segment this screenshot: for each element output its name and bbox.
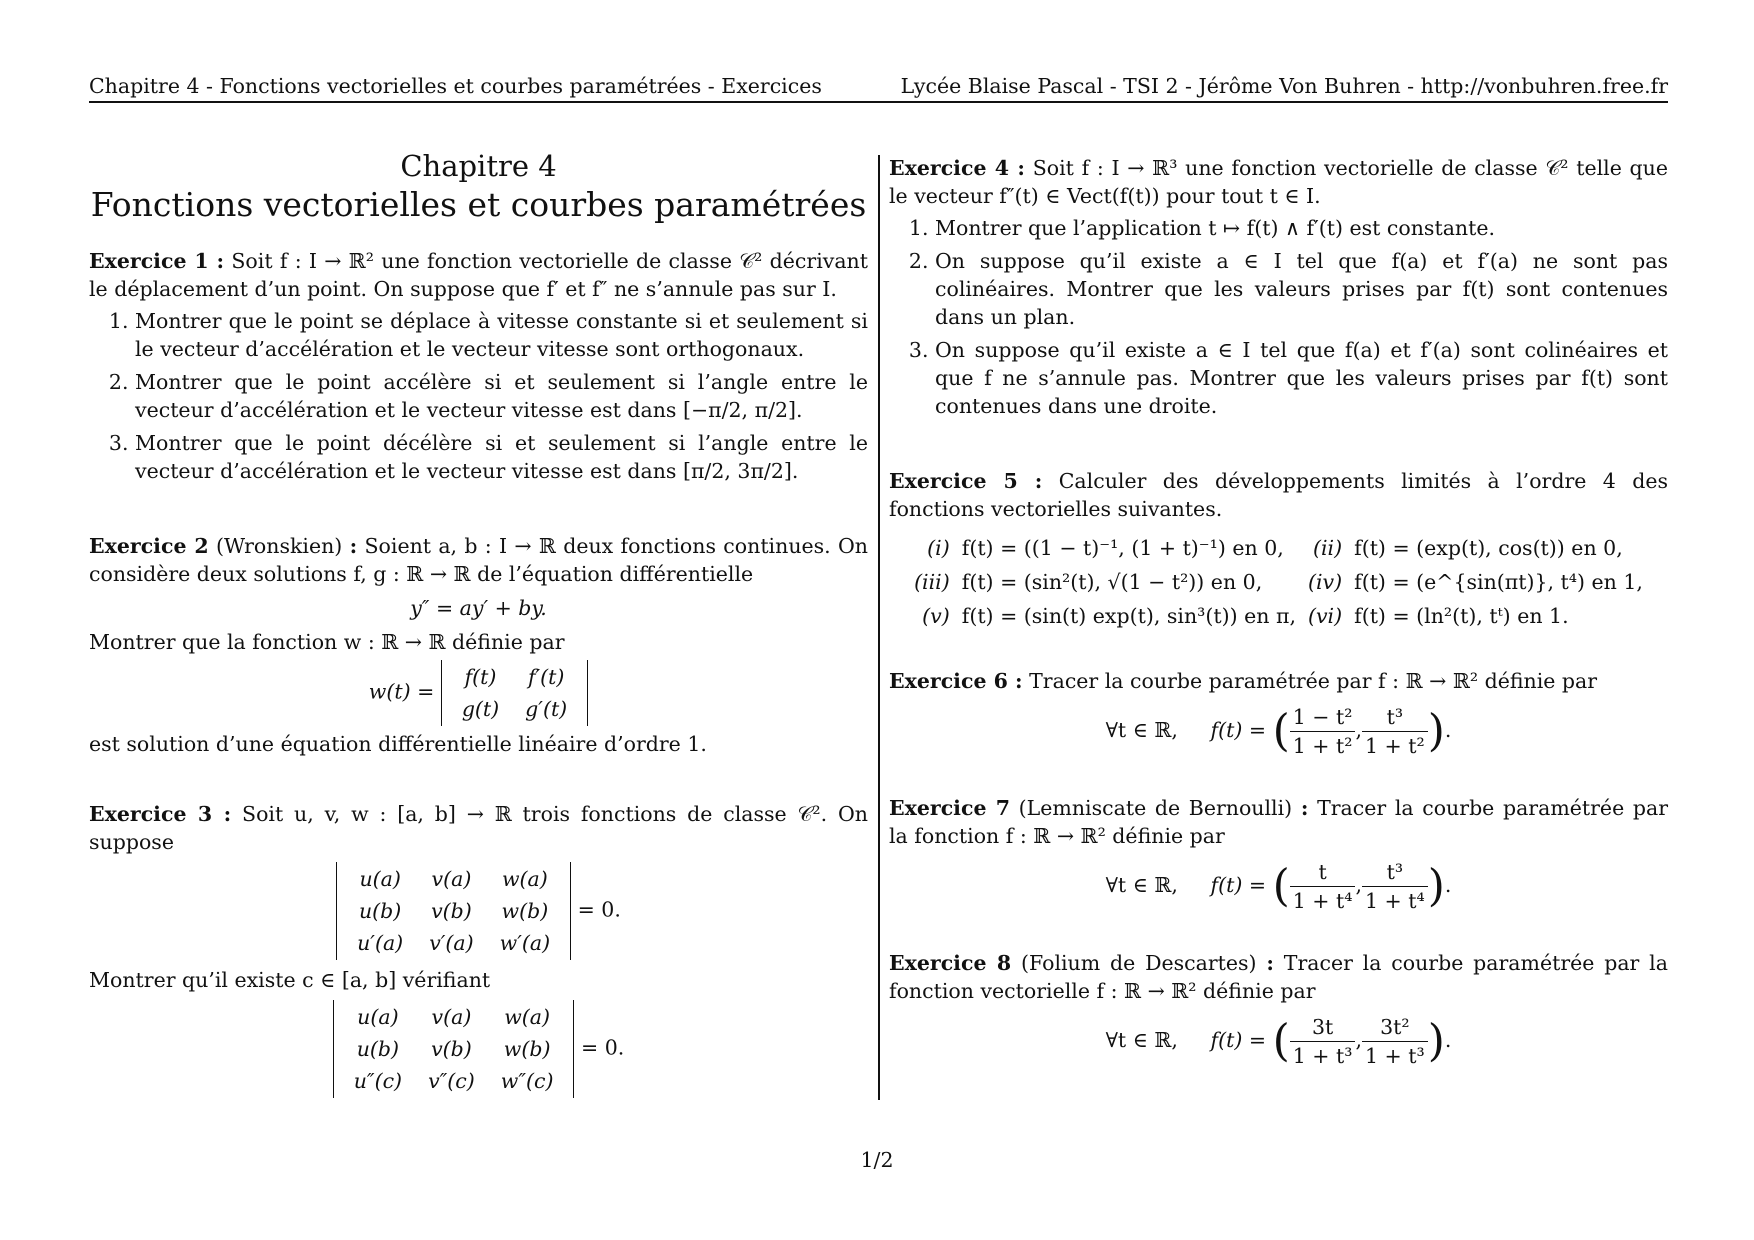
fraction-numerator: 3t² [1362, 1013, 1428, 1042]
page-number: 1/2 [860, 1148, 894, 1172]
exercise-2-determinant [441, 660, 588, 726]
det-cell: v(b) [431, 899, 472, 923]
fraction-2 [1362, 858, 1428, 915]
exercise-2 [89, 532, 868, 758]
exercise-1-question-2: 2. Montrer que le point accélère si et seulement si l’angle entre le vecteur d’accélération et le vecteur vitesse est dans [−π/2, π/2]. [135, 368, 868, 424]
exercise-5-label: Exercice 5 : [889, 469, 1043, 493]
det-cell: f(t) [464, 665, 497, 689]
exercise-8-label: Exercice 8 [889, 951, 1012, 975]
exercise-2-label: Exercice 2 [89, 534, 209, 558]
exercise-7-text: Tracer la courbe paramétrée par la fonction f : ℝ → ℝ² définie par [889, 796, 1668, 848]
det-cell: v″(c) [428, 1069, 475, 1093]
exercise-3-text: Soit u, v, w : [a, b] → ℝ trois fonctions de classe 𝒞². On suppose [89, 802, 868, 854]
function-expr: f(t) = ((1 − t)⁻¹, (1 + t)⁻¹) en 0, [961, 536, 1284, 560]
fraction-numerator: t³ [1362, 703, 1428, 732]
exercise-4-label: Exercice 4 : [889, 156, 1025, 180]
exercise-8 [889, 949, 1668, 1070]
det-cell: v(a) [431, 1005, 472, 1029]
exercise-5-functions [908, 531, 1649, 633]
function-expr: f(t) = (e^{sin(πt)}, t⁴) en 1, [1354, 570, 1643, 594]
exercise-2-wronskian [89, 660, 868, 726]
det-cell: v(a) [431, 867, 472, 891]
fraction-denominator: 1 + t³ [1292, 1044, 1353, 1068]
exercise-4-question-3: 3. On suppose qu’il existe a ∈ I tel que f(a) et f′(a) sont colinéaires et que f ne s’annule pas. Montrer que les valeurs prises par f(t) sont contenues dans une droite. [935, 336, 1668, 420]
exercise-3 [89, 800, 868, 1098]
det-cell: f′(t) [527, 665, 565, 689]
exercise-5-row [908, 531, 1649, 565]
left-paren: ( [1272, 1015, 1290, 1067]
exercise-3-intro [89, 800, 868, 856]
det-cell: u(a) [357, 1005, 399, 1029]
det-cell: u(a) [359, 867, 401, 891]
det-cell: u′(a) [357, 931, 404, 955]
exercise-8-formula: ∀t ∈ ℝ, f(t) = ( $\frac{3t}{\text{1 + t³}}$ , $\frac{\text{3t²}}{\text{1 + t³}}$ ). [1105, 1015, 1452, 1068]
exercise-1-text: Soit f : I → ℝ² une fonction vectorielle de classe 𝒞² décrivant le déplacement d’un point. On suppose que f′ et f″ ne s’annule pas sur I. [89, 249, 868, 301]
exercise-3-determinant-1 [336, 862, 571, 960]
exercise-2-subtitle: (Wronskien) [215, 534, 343, 558]
exercise-6-intro [889, 667, 1668, 695]
det-cell: v(b) [431, 1037, 472, 1061]
function-expr: f(t) = (ln²(t), tᵗ) en 1. [1354, 604, 1569, 628]
fraction-denominator: 1 + t² [1365, 734, 1425, 758]
formula-lhs: f(t) = [1210, 1028, 1267, 1052]
exercise-1 [89, 247, 868, 485]
exercise-7-formula: ∀t ∈ ℝ, f(t) = ( $\frac{t}{\text{1 + t⁴}}$ , $\frac{\text{t³}}{\text{1 + t⁴}}$ ). [1105, 860, 1452, 913]
fraction-2 [1362, 1013, 1428, 1070]
exercise-6 [889, 667, 1668, 760]
exercise-1-question-3: 3. Montrer que le point décélère si et seulement si l’angle entre le vecteur d’accélération et le vecteur vitesse est dans [π/2, 3π/2]. [135, 429, 868, 485]
exercise-7-subtitle: (Lemniscate de Bernoulli) [1018, 796, 1293, 820]
exercise-5-intro [889, 467, 1668, 523]
formula-lhs: f(t) = [1210, 873, 1267, 897]
exercise-7-colon: : [1300, 796, 1309, 820]
fraction-denominator: 1 + t² [1292, 734, 1353, 758]
function-label: (iii) [914, 570, 950, 594]
right-paren: ) [1427, 1015, 1445, 1067]
exercise-5-text: Calculer des développements limités à l’ordre 4 des fonctions vectorielles suivantes. [889, 469, 1668, 521]
exercise-7 [889, 794, 1668, 915]
function-label: (i) [927, 536, 950, 560]
exercise-8-text: Tracer la courbe paramétrée par la fonction vectorielle f : ℝ → ℝ² définie par [889, 951, 1668, 1003]
det-cell: u(b) [358, 899, 402, 923]
exercise-2-colon: : [349, 534, 358, 558]
exercise-1-label: Exercice 1 : [89, 249, 225, 273]
det-cell: v′(a) [429, 931, 474, 955]
exercise-2-equation: y″ = ay′ + by. [410, 596, 547, 620]
forall-clause: ∀t ∈ ℝ, [1105, 1028, 1178, 1052]
det-cell: g′(t) [525, 697, 568, 721]
exercise-4-text: Soit f : I → ℝ³ une fonction vectorielle de classe 𝒞² telle que le vecteur f″(t) ∈ Vect(f(t)) pour tout t ∈ I. [889, 156, 1669, 208]
formula-lhs: f(t) = [1210, 718, 1267, 742]
exercise-4-question-1: 1. Montrer que l’application t ↦ f(t) ∧ f′(t) est constante. [935, 214, 1668, 242]
exercise-3-rhs-1: = 0. [577, 897, 621, 922]
fraction-numerator: 1 − t² [1290, 703, 1356, 732]
right-column [889, 154, 1668, 1070]
forall-clause: ∀t ∈ ℝ, [1105, 873, 1178, 897]
function-label: (ii) [1313, 536, 1343, 560]
exercise-1-intro [89, 247, 868, 303]
det-cell: w(a) [501, 867, 548, 891]
fraction-numerator: t³ [1362, 858, 1428, 887]
exercise-3-text-2: Montrer qu’il existe c ∈ [a, b] vérifiant [89, 968, 491, 992]
right-paren: ) [1427, 705, 1445, 757]
exercise-3-label: Exercice 3 : [89, 802, 232, 826]
fraction-denominator: 1 + t⁴ [1365, 889, 1425, 913]
header-rule [89, 101, 1668, 103]
function-expr: f(t) = (sin²(t), √(1 − t²)) en 0, [961, 570, 1263, 594]
function-label: (vi) [1307, 604, 1343, 628]
det-cell: u″(c) [353, 1069, 403, 1093]
exercise-8-subtitle: (Folium de Descartes) [1021, 951, 1257, 975]
column-divider [878, 155, 880, 1100]
exercise-7-label: Exercice 7 [889, 796, 1011, 820]
exercise-7-intro [889, 794, 1668, 850]
fraction-1 [1290, 1013, 1356, 1070]
exercise-2-text-2: Montrer que la fonction w : ℝ → ℝ définie par [89, 630, 565, 654]
fraction-denominator: 1 + t⁴ [1292, 889, 1353, 913]
det-cell: w(b) [501, 899, 549, 923]
exercise-8-colon: : [1266, 951, 1274, 975]
exercise-1-question-1: 1. Montrer que le point se déplace à vitesse constante si et seulement si le vecteur d’accélération et le vecteur vitesse sont orthogonaux. [135, 307, 868, 363]
exercise-6-formula: ∀t ∈ ℝ, f(t) = ( $\frac{\text{1 − t²}}{\text{1 + t²}}$ , $\frac{\text{t³}}{\text{1 + t²}}$ ). [1105, 705, 1452, 758]
fraction-numerator: 3t [1290, 1013, 1356, 1042]
header-left: Chapitre 4 - Fonctions vectorielles et courbes paramétrées - Exercices [89, 74, 822, 98]
chapter-number: Chapitre 4 [400, 149, 557, 183]
exercise-2-text: Soient a, b : I → ℝ deux fonctions continues. On considère deux solutions f, g : ℝ → ℝ de l’équation différentielle [89, 534, 868, 586]
det-cell: w(b) [503, 1037, 551, 1061]
exercise-5-row [908, 565, 1649, 599]
exercise-4 [889, 154, 1668, 420]
exercise-1-questions [89, 307, 868, 485]
exercise-2-det-lhs: w(t) = [368, 679, 435, 704]
exercise-4-questions [889, 214, 1668, 420]
exercise-3-conclusion [89, 1000, 868, 1098]
exercise-3-determinant-2 [333, 1000, 575, 1098]
function-expr: f(t) = (exp(t), cos(t)) en 0, [1354, 536, 1623, 560]
exercise-3-rhs-2: = 0. [581, 1035, 625, 1060]
exercise-8-intro [889, 949, 1668, 1005]
det-cell: w′(a) [499, 931, 551, 955]
function-label: (v) [922, 604, 950, 628]
left-column [89, 148, 868, 1098]
exercise-4-question-2: 2. On suppose qu’il existe a ∈ I tel que f(a) et f′(a) ne sont pas colinéaires. Montrer que les valeurs prises par f(t) sont contenues dans un plan. [935, 247, 1668, 331]
function-expr: f(t) = (sin(t) exp(t), sin³(t)) en π, [961, 604, 1296, 628]
header-right: Lycée Blaise Pascal - TSI 2 - Jérôme Von Buhren - http://vonbuhren.free.fr [900, 74, 1668, 98]
exercise-2-text-3: est solution d’une équation différentielle linéaire d’ordre 1. [89, 732, 707, 756]
fraction-denominator: 1 + t³ [1365, 1044, 1425, 1068]
forall-clause: ∀t ∈ ℝ, [1105, 718, 1178, 742]
exercise-5 [889, 467, 1668, 633]
left-paren: ( [1272, 705, 1290, 757]
right-paren: ) [1427, 860, 1445, 912]
fraction-1 [1290, 858, 1356, 915]
det-cell: w(a) [504, 1005, 550, 1029]
function-label: (iv) [1307, 570, 1343, 594]
exercise-6-label: Exercice 6 : [889, 669, 1023, 693]
exercise-5-row [908, 599, 1649, 633]
det-cell: w″(c) [500, 1069, 554, 1093]
chapter-title: Fonctions vectorielles et courbes paramétrées [90, 185, 867, 224]
fraction-2 [1362, 703, 1428, 760]
det-cell: u(b) [356, 1037, 400, 1061]
exercise-3-hypothesis [89, 862, 868, 960]
exercise-4-intro [889, 154, 1668, 210]
left-paren: ( [1272, 860, 1290, 912]
exercise-6-text: Tracer la courbe paramétrée par f : ℝ → ℝ² définie par [1029, 669, 1598, 693]
exercise-2-intro [89, 532, 868, 588]
fraction-numerator: t [1290, 858, 1356, 887]
fraction-1 [1290, 703, 1356, 760]
det-cell: g(t) [461, 697, 500, 721]
